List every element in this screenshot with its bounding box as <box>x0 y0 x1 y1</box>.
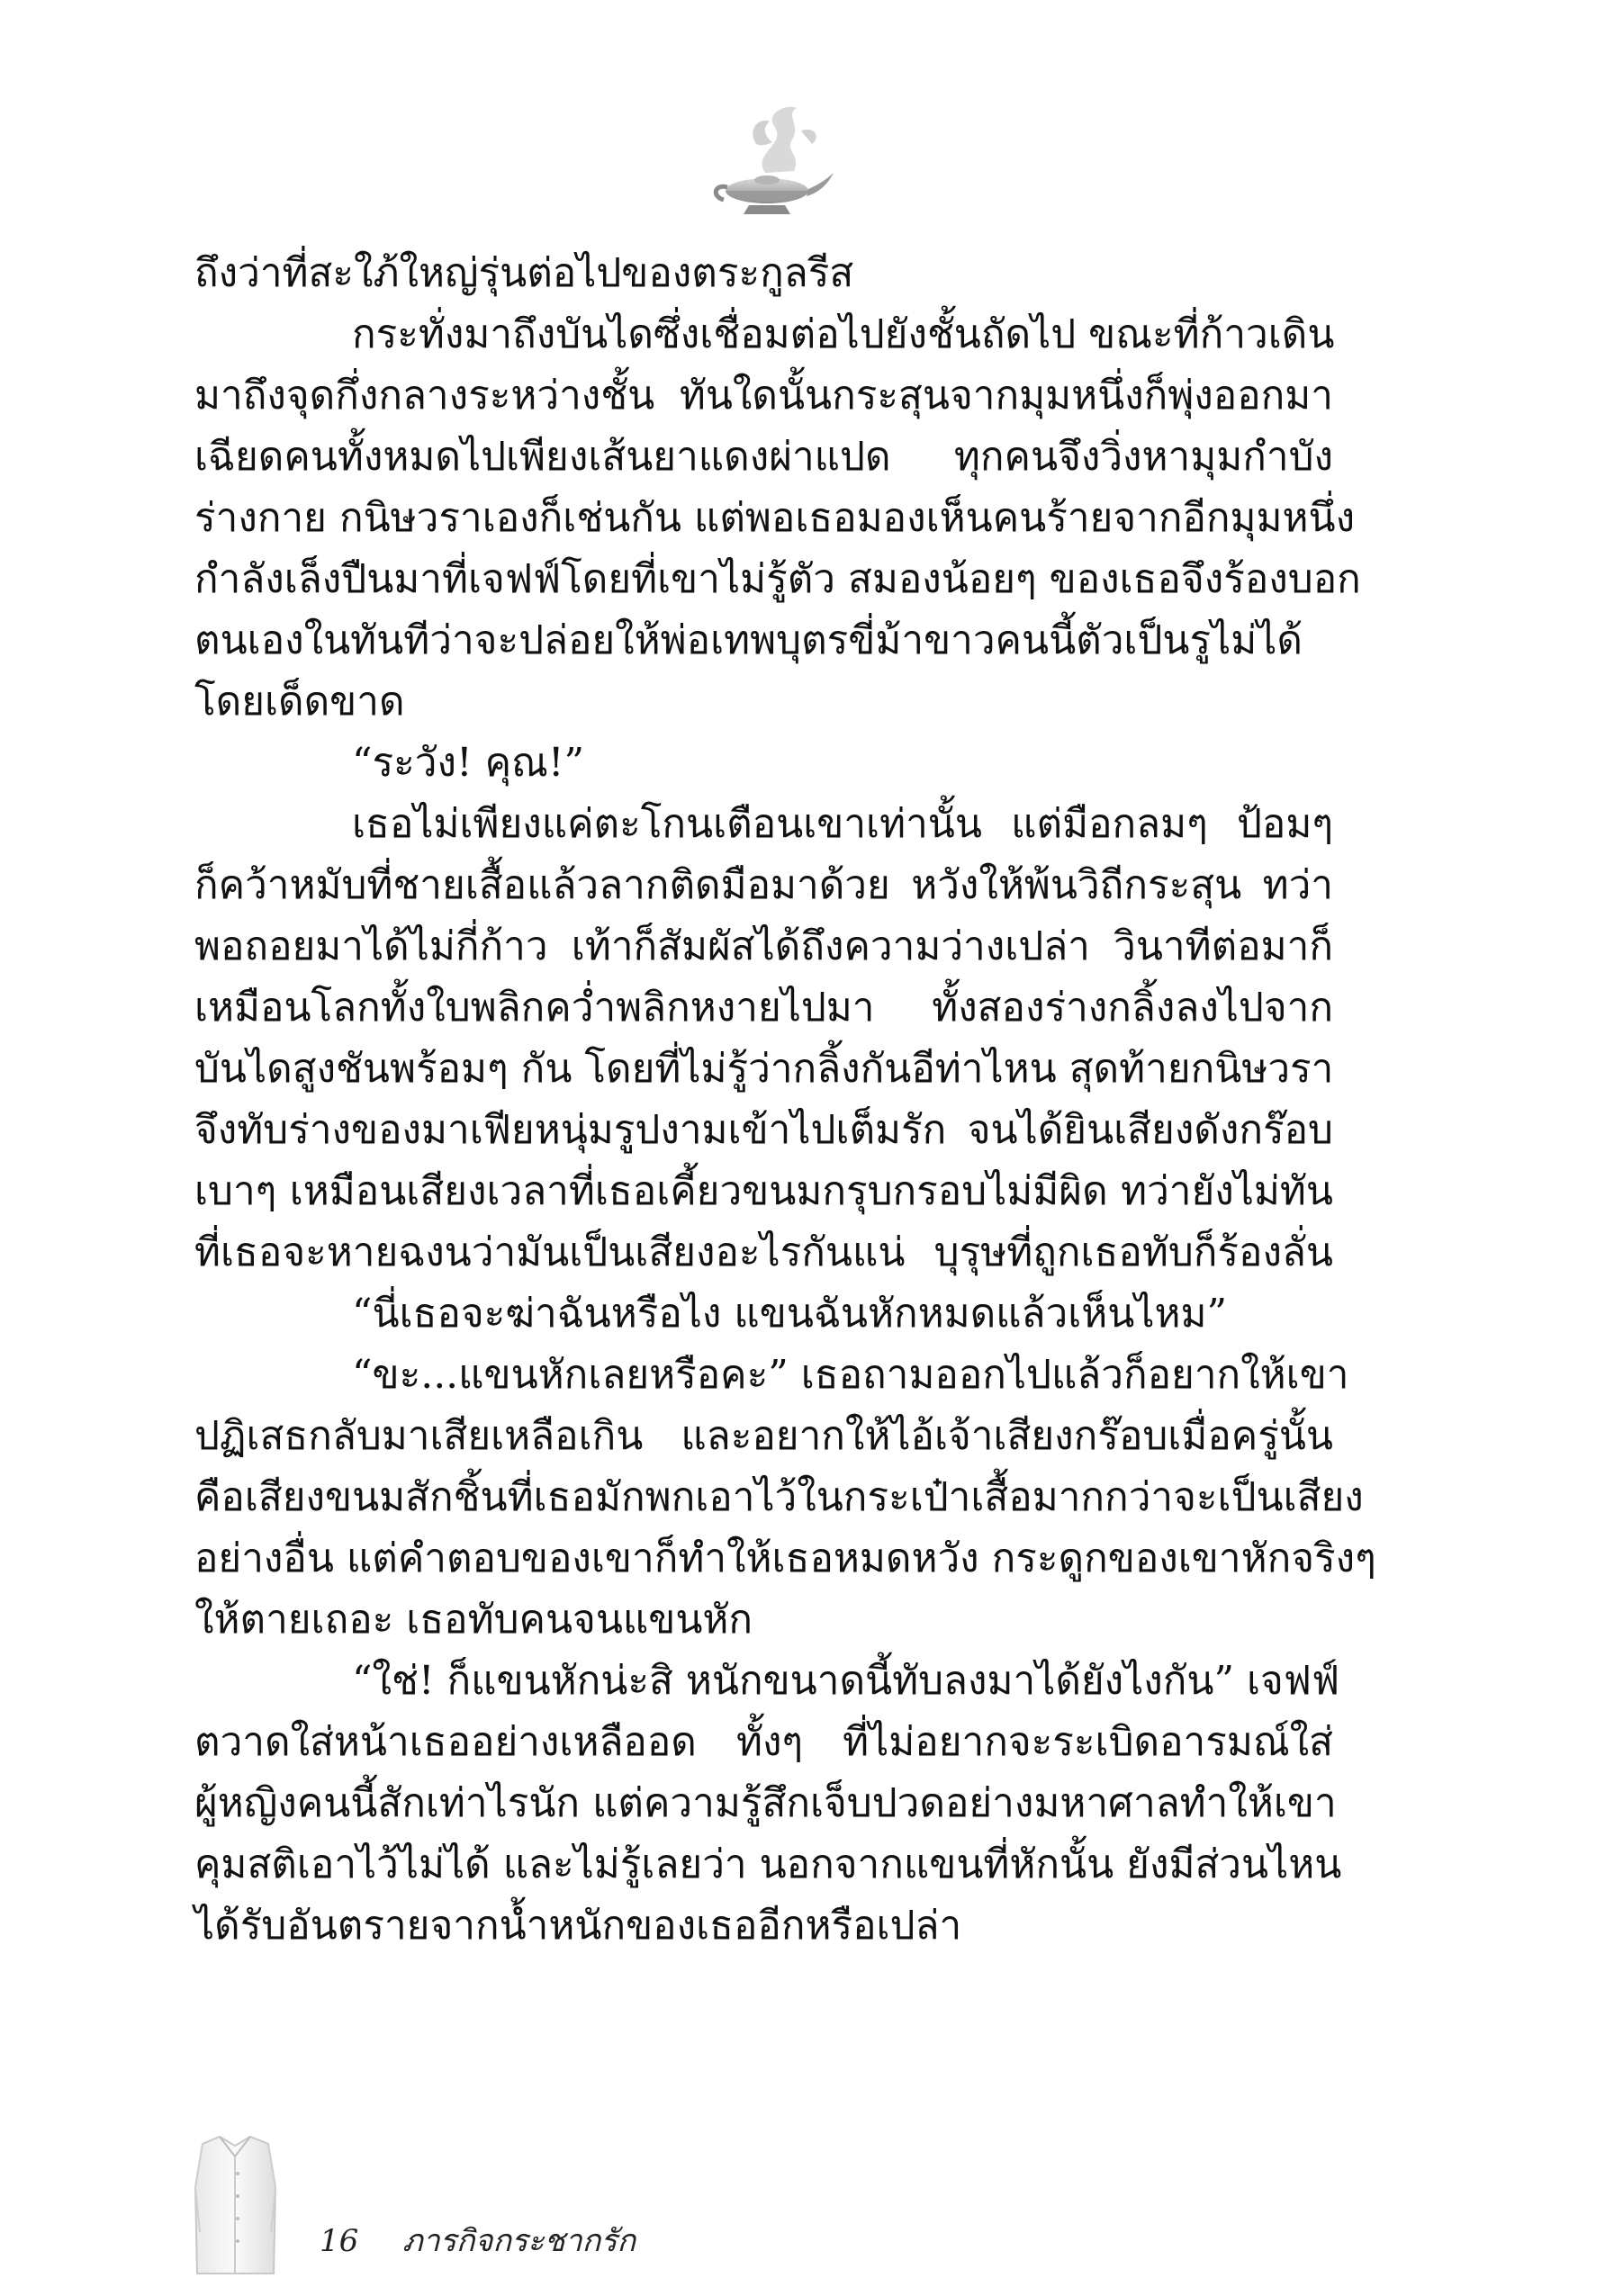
text-line: “ใช่! ก็แขนหักน่ะสิ หนักขนาดนี้ทับลงมาได้ยังไงกัน” เจฟฟ์ <box>352 1658 1340 1704</box>
text-line: ให้ตายเถอะ เธอทับคนจนแขนหัก <box>194 1597 753 1643</box>
text-line: เบาๆ เหมือนเสียงเวลาที่เธอเคี้ยวขนมกรุบกรอบไม่มีผิด ทว่ายังไม่ทัน <box>194 1168 1333 1214</box>
text-line: พอถอยมาได้ไม่กี่ก้าว เท้าก็สัมผัสได้ถึงความว่างเปล่า วินาทีต่อมาก็ <box>194 923 1333 969</box>
text-line: กำลังเล็งปืนมาที่เจฟฟ์โดยที่เขาไม่รู้ตัว สมองน้อยๆ ของเธอจึงร้องบอก <box>194 556 1361 602</box>
page-number: 16 <box>320 2223 359 2259</box>
text-line: บันไดสูงชันพร้อมๆ กัน โดยที่ไม่รู้ว่ากลิ้งกันอีท่าไหน สุดท้ายกนิษวรา <box>194 1046 1334 1092</box>
text-line: ได้รับอันตรายจากน้ำหนักของเธออีกหรือเปล่า <box>194 1903 962 1949</box>
body-text <box>194 243 1376 1957</box>
text-line: ผู้หญิงคนนี้สักเท่าไรนัก แต่ความรู้สึกเจ็บปวดอย่างมหาศาลทำให้เขา <box>194 1780 1337 1826</box>
text-line: อย่างอื่น แต่คำตอบของเขาก็ทำให้เธอหมดหวัง กระดูกของเขาหักจริงๆ <box>194 1535 1376 1581</box>
book-title: ภารกิจกระชากรัก <box>402 2223 636 2259</box>
text-line: “นี่เธอจะฆ่าฉันหรือไง แขนฉันหักหมดแล้วเห็นไหม” <box>352 1291 1227 1337</box>
magic-lamp-icon <box>702 90 837 225</box>
text-line: เฉียดคนทั้งหมดไปเพียงเส้นยาแดงผ่าแปด ทุกคนจึงวิ่งหามุมกำบัง <box>194 434 1333 480</box>
page-footer <box>320 2216 636 2264</box>
text-line: ถึงว่าที่สะใภ้ใหญ่รุ่นต่อไปของตระกูลรีส <box>194 250 854 296</box>
text-line: คุมสติเอาไว้ไม่ได้ และไม่รู้เลยว่า นอกจากแขนที่หักนั้น ยังมีส่วนไหน <box>194 1841 1342 1887</box>
text-line: ร่างกาย กนิษวราเองก็เช่นกัน แต่พอเธอมองเห็นคนร้ายจากอีกมุมหนึ่ง <box>194 495 1356 541</box>
text-line: เธอไม่เพียงแค่ตะโกนเตือนเขาเท่านั้น แต่มือกลมๆ ป้อมๆ <box>352 801 1333 847</box>
shirt-icon <box>193 2133 278 2277</box>
text-line: เหมือนโลกทั้งใบพลิกคว่ำพลิกหงายไปมา ทั้งสองร่างกลิ้งลงไปจาก <box>194 985 1333 1031</box>
text-line: ตนเองในทันทีว่าจะปล่อยให้พ่อเทพบุตรขี่ม้าขาวคนนี้ตัวเป็นรูไม่ได้ <box>194 617 1303 663</box>
text-line: จึงทับร่างของมาเฟียหนุ่มรูปงามเข้าไปเต็มรัก จนได้ยินเสียงดังกร๊อบ <box>194 1107 1333 1153</box>
text-line: ที่เธอจะหายฉงนว่ามันเป็นเสียงอะไรกันแน่ บุรุษที่ถูกเธอทับก็ร้องลั่น <box>194 1229 1333 1275</box>
text-line: มาถึงจุดกึ่งกลางระหว่างชั้น ทันใดนั้นกระสุนจากมุมหนึ่งก็พุ่งออกมา <box>194 373 1333 419</box>
text-line: ปฏิเสธกลับมาเสียเหลือเกิน และอยากให้ไอ้เจ้าเสียงกร๊อบเมื่อครู่นั้น <box>194 1413 1333 1459</box>
text-line: “ระวัง! คุณ!” <box>352 740 585 786</box>
text-line: ก็คว้าหมับที่ชายเสื้อแล้วลากติดมือมาด้วย หวังให้พ้นวิถีกระสุน ทว่า <box>194 862 1333 908</box>
text-line: กระทั่งมาถึงบันไดซึ่งเชื่อมต่อไปยังชั้นถัดไป ขณะที่ก้าวเดิน <box>352 311 1335 357</box>
text-line: “ขะ...แขนหักเลยหรือคะ” เธอถามออกไปแล้วก็อยากให้เขา <box>352 1352 1349 1398</box>
text-line: ตวาดใส่หน้าเธออย่างเหลืออด ทั้งๆ ที่ไม่อยากจะระเบิดอารมณ์ใส่ <box>194 1719 1333 1765</box>
text-line: โดยเด็ดขาด <box>194 679 405 725</box>
text-line: คือเสียงขนมสักชิ้นที่เธอมักพกเอาไว้ในกระเป๋าเสื้อมากกว่าจะเป็นเสียง <box>194 1474 1364 1520</box>
